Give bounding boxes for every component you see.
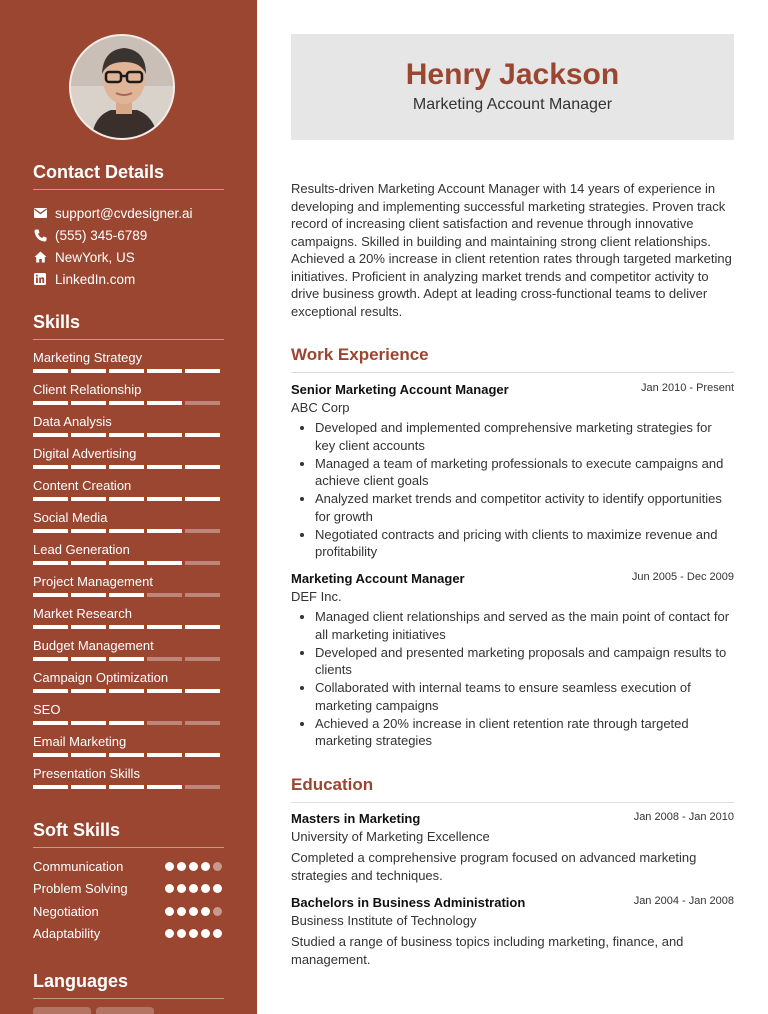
job-company: ABC Corp (291, 400, 350, 415)
skill-bar-empty (185, 401, 220, 405)
skill-bar-empty (185, 561, 220, 565)
skill-bar-filled (147, 689, 182, 693)
contact-location (33, 247, 135, 267)
skill-bar-filled (33, 593, 68, 597)
rating-dot-filled (189, 884, 198, 893)
skill-bar-filled (33, 433, 68, 437)
job-bullet: • Collaborated with internal teams to ensure seamless execution of marketing campaigns (315, 679, 734, 714)
contact-phone-text: (555) 345-6789 (55, 227, 148, 243)
skill-bar-filled (71, 593, 106, 597)
skill-bar-filled (71, 689, 106, 693)
rating-dot-filled (189, 862, 198, 871)
skill-bar-filled (33, 657, 68, 661)
skill-bar-filled (109, 625, 144, 629)
skill-bar-filled (109, 689, 144, 693)
skill-item (33, 509, 223, 533)
skill-bar-filled (109, 465, 144, 469)
job-company: DEF Inc. (291, 589, 342, 604)
skill-name: Market Research (33, 606, 132, 621)
skill-bar-filled (109, 721, 144, 725)
job-bullet: • Achieved a 20% increase in client retention rate through targeted marketing strategies (315, 715, 734, 750)
degree-title: Masters in Marketing (291, 811, 421, 826)
sidebar (0, 0, 257, 1014)
job-title: Senior Marketing Account Manager (291, 382, 509, 397)
skill-bar-empty (185, 785, 220, 789)
rating-dot-filled (201, 907, 210, 916)
skill-bar-filled (109, 593, 144, 597)
soft-skill-rating (165, 929, 222, 938)
skill-name: Email Marketing (33, 734, 127, 749)
skill-bar-filled (147, 497, 182, 501)
soft-skill-name: Problem Solving (33, 881, 128, 896)
rating-dot-filled (177, 884, 186, 893)
skill-bar-filled (185, 465, 220, 469)
skill-bar-filled (109, 561, 144, 565)
skill-bar-empty (147, 721, 182, 725)
skill-bar-empty (185, 593, 220, 597)
language-item (96, 1007, 154, 1014)
soft-skill-name: Adaptability (33, 926, 101, 941)
rating-dot-filled (201, 862, 210, 871)
skill-item (33, 477, 223, 501)
rating-dot-filled (189, 907, 198, 916)
summary-text: Results-driven Marketing Account Manager with 14 years of experience in developing and implementing successful marketing strategies. Proven track record of increasing client satisfaction and revenue through innovative campaigns. Skilled in building and maintaining strong client relationships. Achieved a 20% increase in client retention rates through targeted marketing initiatives. Proficient in analyzing market trends and competitor activity to drive business growth. Adept at leading cross-functional teams to deliver exceptional results. (291, 181, 732, 319)
skill-bar-filled (33, 753, 68, 757)
skill-bar-filled (185, 369, 220, 373)
contact-linkedin[interactable] (33, 269, 135, 289)
skill-item (33, 381, 223, 405)
skill-bar-filled (109, 785, 144, 789)
skill-level-bar (33, 465, 223, 469)
job-date: Jun 2005 - Dec 2009 (631, 571, 734, 583)
skill-bar-filled (109, 433, 144, 437)
skill-bar-filled (71, 625, 106, 629)
education-heading: Education (291, 775, 734, 803)
skill-level-bar (33, 689, 223, 693)
skills-heading: Skills (33, 312, 224, 340)
skill-level-bar (33, 753, 223, 757)
candidate-name: Henry Jackson (405, 58, 620, 91)
soft-skill-item (33, 902, 223, 920)
skill-name: Presentation Skills (33, 766, 140, 781)
skill-name: Data Analysis (33, 414, 112, 429)
skill-bar-filled (147, 785, 182, 789)
job-bullet: • Negotiated contracts and pricing with clients to maximize revenue and profitability (315, 526, 734, 561)
envelope-icon (33, 206, 47, 220)
skill-bar-filled (109, 369, 144, 373)
job-bullet: • Managed client relationships and served as the main point of contact for all marketing initiatives (315, 608, 734, 643)
skill-bar-filled (147, 561, 182, 565)
skill-bar-filled (33, 369, 68, 373)
skill-item (33, 445, 223, 469)
job-title: Marketing Account Manager (291, 571, 465, 586)
degree-title: Bachelors in Business Administration (291, 895, 526, 910)
skill-bar-empty (185, 529, 220, 533)
degree-date: Jan 2008 - Jan 2010 (633, 811, 734, 823)
skill-bar-filled (71, 401, 106, 405)
skill-level-bar (33, 433, 223, 437)
job-entry (291, 571, 734, 750)
contact-linkedin-text: LinkedIn.com (55, 271, 136, 287)
language-item (33, 1007, 91, 1014)
skill-level-bar (33, 593, 223, 597)
skill-bar-filled (71, 465, 106, 469)
languages-heading: Languages (33, 971, 224, 999)
skill-item (33, 605, 223, 629)
soft-skill-rating (165, 862, 222, 871)
school-name: Business Institute of Technology (291, 913, 477, 928)
skill-level-bar (33, 785, 223, 789)
skill-level-bar (33, 529, 223, 533)
skill-name: Client Relationship (33, 382, 142, 397)
degree-date: Jan 2004 - Jan 2008 (633, 895, 734, 907)
skill-bar-filled (147, 465, 182, 469)
resume-header (291, 34, 734, 140)
job-date: Jan 2010 - Present (641, 382, 734, 394)
skill-bar-filled (71, 785, 106, 789)
skill-bar-empty (185, 657, 220, 661)
soft-skills-heading: Soft Skills (33, 820, 224, 848)
skill-item (33, 733, 223, 757)
skill-bar-filled (71, 433, 106, 437)
skill-level-bar (33, 401, 223, 405)
job-bullets (291, 419, 734, 561)
skill-bar-filled (147, 753, 182, 757)
skill-level-bar (33, 561, 223, 565)
skill-level-bar (33, 369, 223, 373)
work-experience-heading: Work Experience (291, 345, 734, 373)
skill-item (33, 669, 223, 693)
job-bullet: • Analyzed market trends and competitor activity to identify opportunities for growth (315, 490, 734, 525)
job-bullet: • Managed a team of marketing professionals to execute campaigns and achieve client goals (315, 455, 734, 490)
skill-bar-filled (185, 625, 220, 629)
rating-dot-filled (165, 884, 174, 893)
skill-item (33, 573, 223, 597)
rating-dot-filled (165, 929, 174, 938)
rating-dot-filled (201, 929, 210, 938)
education-entry (291, 895, 734, 968)
skill-bar-filled (147, 529, 182, 533)
soft-skill-name: Negotiation (33, 903, 99, 919)
skill-item (33, 541, 223, 565)
skill-level-bar (33, 497, 223, 501)
soft-skill-rating (165, 907, 222, 916)
skill-bar-filled (33, 689, 68, 693)
soft-skill-item (33, 880, 223, 898)
skill-bar-filled (147, 401, 182, 405)
skill-bar-filled (185, 689, 220, 693)
skill-bar-filled (185, 497, 220, 501)
skill-bar-filled (109, 657, 144, 661)
linkedin-icon (33, 272, 47, 286)
skill-name: Digital Advertising (33, 446, 137, 461)
soft-skill-name: Communication (33, 858, 124, 874)
home-icon (33, 250, 47, 264)
rating-dot-empty (213, 862, 222, 871)
rating-dot-filled (201, 884, 210, 893)
skill-item (33, 637, 223, 661)
skill-bar-filled (71, 529, 106, 533)
rating-dot-filled (165, 907, 174, 916)
skill-item (33, 349, 223, 373)
candidate-title: Marketing Account Manager (412, 96, 613, 113)
education-entry (291, 811, 734, 884)
skill-name: Budget Management (33, 638, 154, 653)
rating-dot-filled (177, 907, 186, 916)
skill-name: Social Media (33, 510, 108, 525)
skill-bar-filled (33, 721, 68, 725)
skill-bar-filled (71, 657, 106, 661)
skill-name: Content Creation (33, 478, 132, 493)
skill-bar-empty (185, 721, 220, 725)
skill-bar-filled (109, 529, 144, 533)
skill-bar-filled (147, 433, 182, 437)
contact-phone[interactable] (33, 225, 147, 245)
phone-icon (33, 228, 47, 242)
skill-bar-filled (33, 625, 68, 629)
skill-bar-filled (33, 465, 68, 469)
skill-level-bar (33, 721, 223, 725)
skill-name: SEO (33, 702, 61, 717)
profile-photo (69, 34, 175, 140)
skill-bar-filled (71, 497, 106, 501)
job-bullet: • Developed and implemented comprehensive marketing strategies for key client accounts (315, 419, 734, 454)
contact-email-text: support@cvdesigner.ai (55, 205, 193, 221)
skill-bar-filled (33, 497, 68, 501)
rating-dot-empty (213, 907, 222, 916)
rating-dot-filled (213, 884, 222, 893)
soft-skill-rating (165, 884, 222, 893)
skill-bar-filled (185, 753, 220, 757)
skill-name: Campaign Optimization (33, 670, 169, 685)
skill-bar-filled (71, 561, 106, 565)
degree-description: Completed a comprehensive program focused on advanced marketing strategies and techniques. (291, 850, 697, 883)
skill-item (33, 765, 223, 789)
skill-bar-filled (71, 721, 106, 725)
skill-bar-filled (33, 785, 68, 789)
skill-bar-filled (33, 401, 68, 405)
skill-bar-filled (33, 561, 68, 565)
skill-item (33, 413, 223, 437)
degree-description: Studied a range of business topics including marketing, finance, and management. (291, 934, 684, 967)
skill-bar-filled (109, 753, 144, 757)
skill-bar-filled (33, 529, 68, 533)
skill-item (33, 701, 223, 725)
skill-name: Marketing Strategy (33, 350, 143, 365)
rating-dot-filled (165, 862, 174, 871)
school-name: University of Marketing Excellence (291, 829, 490, 844)
contact-heading: Contact Details (33, 162, 224, 190)
skill-bar-empty (147, 657, 182, 661)
contact-location-text: NewYork, US (55, 249, 135, 265)
job-bullet: • Developed and presented marketing proposals and campaign results to clients (315, 644, 734, 679)
soft-skill-item (33, 925, 223, 943)
skill-bar-filled (147, 369, 182, 373)
rating-dot-filled (189, 929, 198, 938)
skill-bar-filled (71, 369, 106, 373)
skill-name: Lead Generation (33, 542, 130, 557)
skill-bar-filled (109, 497, 144, 501)
skill-level-bar (33, 657, 223, 661)
skill-bar-filled (147, 625, 182, 629)
rating-dot-filled (177, 929, 186, 938)
skill-bar-filled (185, 433, 220, 437)
job-bullets (291, 608, 734, 750)
skill-bar-filled (109, 401, 144, 405)
skill-name: Project Management (33, 574, 153, 589)
skill-bar-filled (71, 753, 106, 757)
rating-dot-filled (177, 862, 186, 871)
contact-email[interactable] (33, 203, 193, 223)
job-entry (291, 382, 734, 561)
skill-bar-empty (147, 593, 182, 597)
soft-skill-item (33, 857, 223, 875)
skill-level-bar (33, 625, 223, 629)
rating-dot-filled (213, 929, 222, 938)
